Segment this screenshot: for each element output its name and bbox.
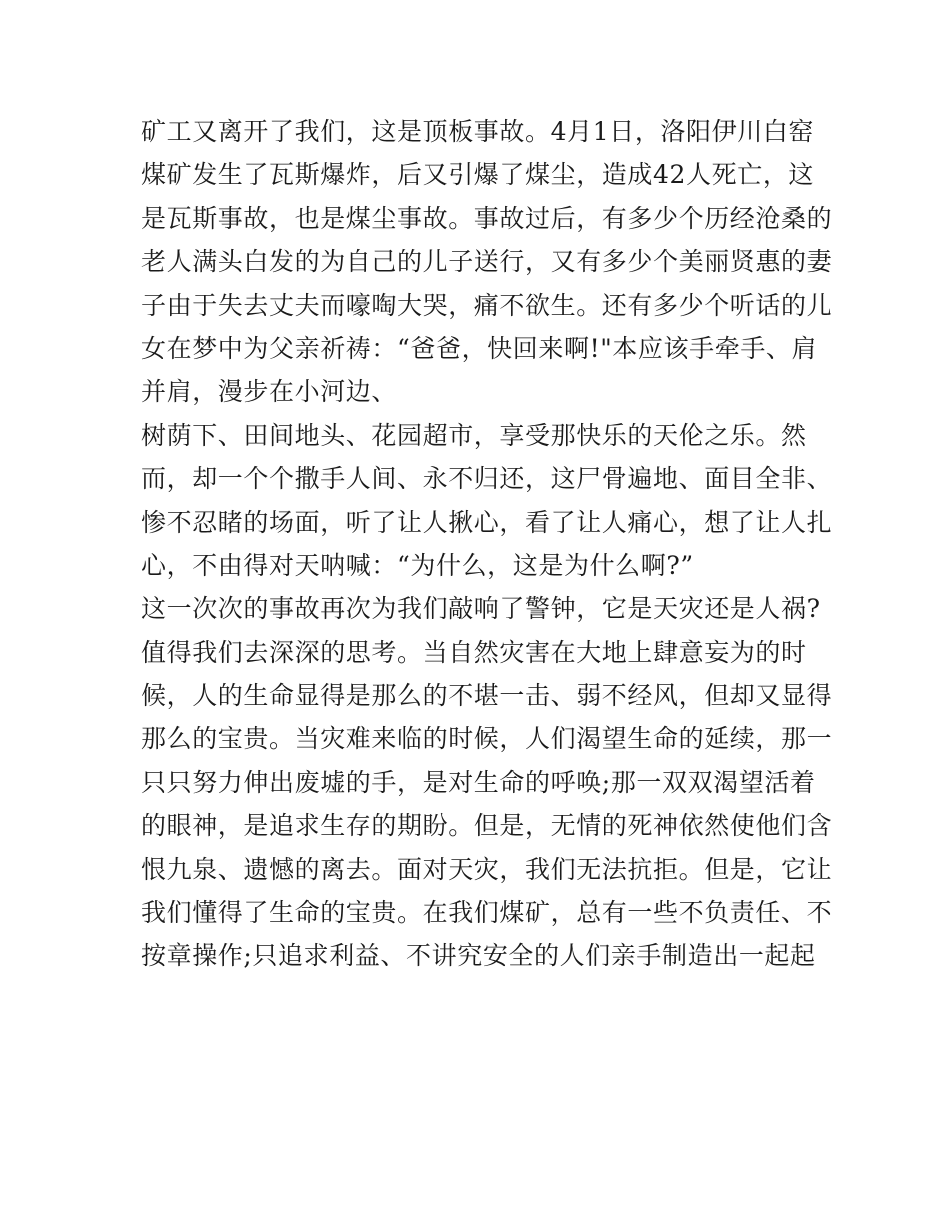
text-line: 惨不忍睹的场面，听了让人揪心，看了让人痛心，想了让人扎 (141, 507, 833, 537)
text-line: 而，却一个个撒手人间、永不归还，这尸骨遍地、面目全非、 (141, 464, 833, 494)
body-text (141, 110, 831, 978)
text-line: 树荫下、田间地头、花园超市，享受那快乐的天伦之乐。然 (141, 420, 807, 450)
text-line: 候，人的生命显得是那么的不堪一击、弱不经风，但却又显得 (141, 681, 833, 711)
text-line: 矿工又离开了我们，这是顶板事故。4月1日，洛阳伊川白窑 (141, 117, 815, 146)
text-line: 女在梦中为父亲祈祷：“爸爸，快回来啊!"本应该手牵手、肩 (141, 333, 818, 363)
text-line: 煤矿发生了瓦斯爆炸，后又引爆了煤尘，造成42人死亡，这 (141, 160, 815, 190)
text-line: 值得我们去深深的思考。当自然灾害在大地上肆意妄为的时 (141, 637, 807, 667)
text-line: 并肩，漫步在小河边、 (141, 377, 398, 407)
text-line: 这一次次的事故再次为我们敲响了警钟，它是天灾还是人祸? (141, 594, 821, 624)
text-line: 子由于失去丈夫而嚎啕大哭，痛不欲生。还有多少个听话的儿 (141, 290, 833, 320)
text-line: 恨九泉、遗憾的离去。面对天灾，我们无法抗拒。但是，它让 (141, 854, 833, 884)
text-line: 心，不由得对天呐喊：“为什么，这是为什么啊?” (141, 550, 694, 580)
text-line: 是瓦斯事故，也是煤尘事故。事故过后，有多少个历经沧桑的 (141, 203, 833, 233)
text-line: 按章操作;只追求利益、不讲究安全的人们亲手制造出一起起 (141, 941, 816, 971)
text-line: 那么的宝贵。当灾难来临的时候，人们渴望生命的延续，那一 (141, 724, 833, 754)
text-line: 我们懂得了生命的宝贵。在我们煤矿，总有一些不负责任、不 (141, 898, 833, 928)
text-line: 的眼神，是追求生存的期盼。但是，无情的死神依然使他们含 (141, 811, 833, 841)
text-line: 老人满头白发的为自己的儿子送行，又有多少个美丽贤惠的妻 (141, 247, 833, 277)
text-line: 只只努力伸出废墟的手，是对生命的呼唤;那一双双渴望活着 (141, 767, 816, 797)
